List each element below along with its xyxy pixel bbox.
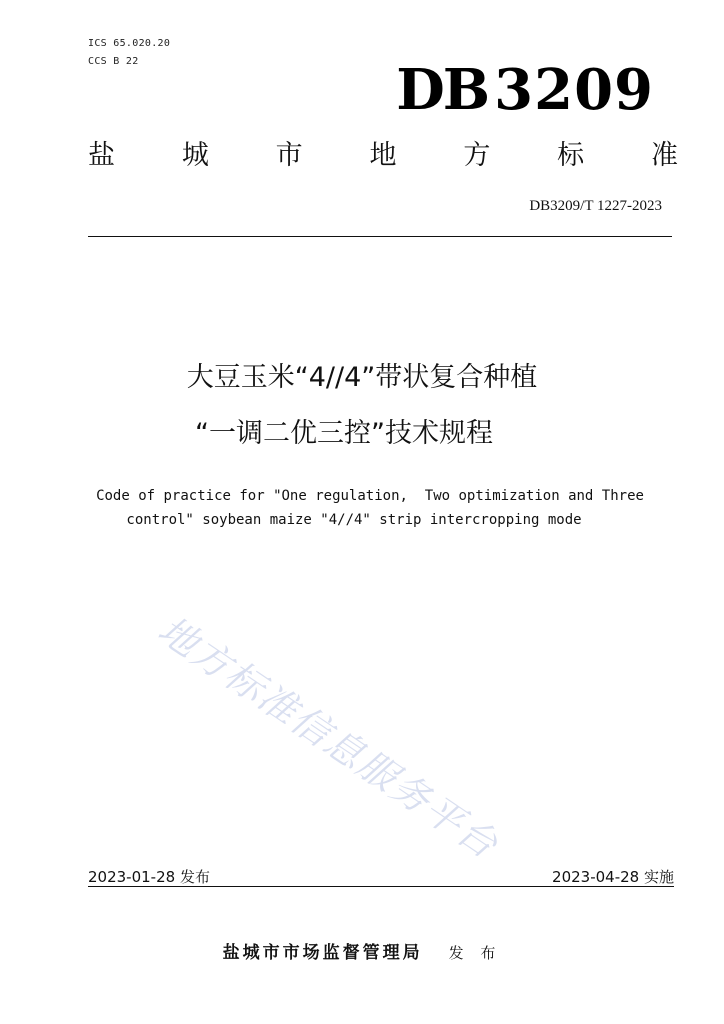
db-code-logo <box>396 57 654 123</box>
publish-label: 发 布 <box>448 944 502 962</box>
standard-type-char: 市 <box>275 140 303 171</box>
english-title-line-1: Code of practice for "One regulation, Two optimization and Three <box>96 488 644 504</box>
chinese-title-line-1: 大豆玉米“4//4”带状复合种植 <box>186 362 538 393</box>
issue-date: 2023-01-28 发布 <box>88 868 210 886</box>
chinese-title-line-2: “一调二优三控”技术规程 <box>195 418 493 449</box>
implementation-date: 2023-04-28 实施 <box>552 868 674 886</box>
standard-type-char: 地 <box>369 140 397 171</box>
publisher-name: 盐城市市场监督管理局 <box>222 943 423 963</box>
db-number: 3209 <box>494 57 654 123</box>
standard-type-char: 准 <box>650 140 678 171</box>
header-divider <box>88 236 672 237</box>
standard-number: DB3209/T 1227-2023 <box>529 198 662 214</box>
watermark: 地方标准信息服务平台 <box>150 607 507 868</box>
db-prefix: DB <box>396 57 489 123</box>
english-title-line-2: control" soybean maize "4//4" strip intercropping mode <box>126 512 582 528</box>
standard-type-char: 方 <box>463 140 491 171</box>
publisher-line <box>0 938 724 963</box>
standard-type-char: 城 <box>181 140 209 171</box>
footer-divider <box>88 886 674 887</box>
standard-type-char: 盐 <box>88 140 115 171</box>
standard-type-char: 标 <box>557 140 585 171</box>
standard-type <box>88 140 678 172</box>
ics-code: ICS 65.020.20 <box>88 38 171 49</box>
ccs-code: CCS B 22 <box>88 56 139 67</box>
